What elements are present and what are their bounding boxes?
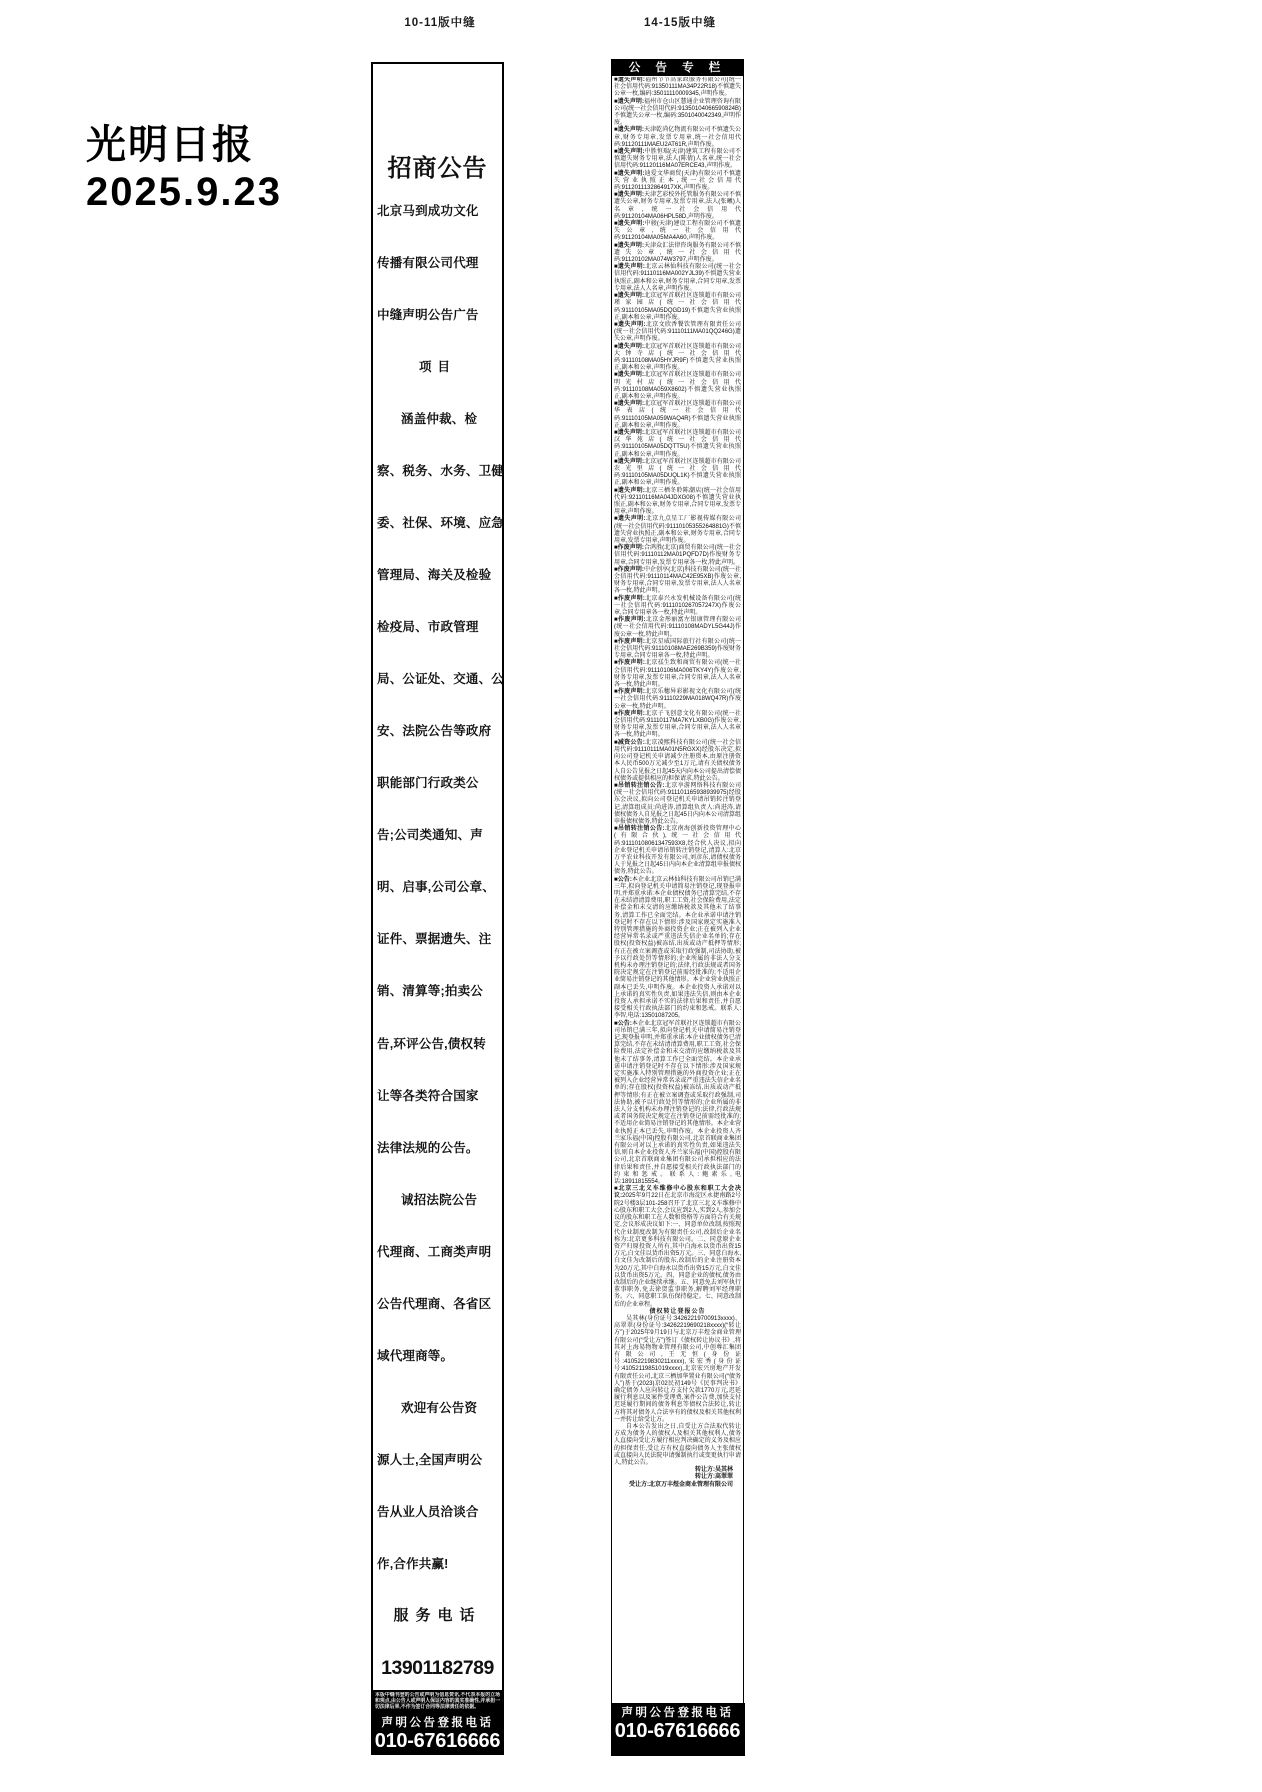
notice-entry: ■遗失声明:北京冠军首联社区连锁超市有限公司汉华苑店(统一社会信用代码:91110105MA05DQTT5U)不慎遗失营业执照正,副本和公章,声明作废。 bbox=[614, 429, 741, 458]
promo-line: 公告代理商、各省区 bbox=[377, 1296, 492, 1311]
notice-entry: ■公告:本企业北京云林仙科技有限公司吊销已满三年,拟向登记机关申请简易注销登记,现登报申明,并郑重承诺:本企业债权债务已清算完结,不存在未结清清算费用,职工工资,社会保险费用,法定补偿金和未交清的应缴纳税款及其他未了结事务,清算工作已全面完结。本企业承诺申请注销登记时不存在以下情形:涉及国家规定实施准入特别管理措施的外商投资企业;正在被列入企业经营异常名录或严重违法失信企业名单的;存在股权(投资权益)被冻结,出质或动产抵押等情形;有正在被立案调查或采取行政强制,司法协助,被予以行政处罚等情形的;企业所属的非法人分支机构未办理注销登记的;法律,行政法规或者国务院决定规定在注销登记前需经批准的;不适用企业简易注销登记的其他情形。本企业营业执照正副本已丢失,申明作废。本企业投资人承诺对以上承诺的真实性负责,如果违法失信,则由本企业投资人承担承诺不实的法律后果和责任,并自愿接受相关行政执法部门的约束和惩戒。联系人:李智,电话:13501087205。 bbox=[614, 876, 741, 1020]
notice-footer bbox=[611, 1703, 745, 1756]
promo-line: 委、社保、环境、应急 bbox=[377, 516, 505, 531]
notice-entry: ■作废声明:北京子飞创意文化有限公司(统一社会信用代码:91110117MA7KYLXB0G)作废公章,财务专用章,发票专用章,合同专用章,法人人名章各一枚,特此声明。 bbox=[614, 710, 741, 739]
promo-line: 销、清算等;拍卖公 bbox=[377, 984, 483, 999]
notice-column bbox=[611, 59, 744, 1755]
notice-entry: ■作废声明:北京乐穗异彩影视文化有限公司(统一社会信用代码:91110229MA018WQ47R)作废公章一枚,特此声明。 bbox=[614, 689, 741, 710]
promo-footer bbox=[371, 1690, 504, 1755]
notice-entry: ■遗失声明:北京三栖冬聆陈潮店(统一社会信用代码:92110116MA04JDXG08)不慎遗失营业执照正,副本和公章,财务专用章,合同专用章,发票专用章,声明作废。 bbox=[614, 487, 741, 516]
promo-lines bbox=[377, 204, 505, 1679]
promo-line: 证件、票据遗失、注 bbox=[377, 932, 492, 947]
promo-line: 中缝声明公告广告 bbox=[377, 308, 479, 323]
notice-entry: ■遗失声明:北京九点星工厂影视传媒有限公司(统一社会信用代码:91110105355264881G)不慎遗失营业执照正,副本和公章,财务专用章,合同专用章,发票专用章,声明作废。 bbox=[614, 516, 741, 544]
promo-line: 职能部门行政类公 bbox=[377, 776, 479, 791]
notice-entry: ■遗失声明:天津众汇法律咨询服务有限公司不慎遗失公章,统一社会信用代码:91120102MA074W3797,声明作废。 bbox=[614, 242, 741, 264]
promo-line: 法律法规的公告。 bbox=[377, 1140, 479, 1155]
promo-line: 局、公证处、交通、公 bbox=[377, 672, 505, 687]
masthead bbox=[86, 122, 282, 216]
promo-column bbox=[371, 62, 504, 1755]
notice-header: 债权转让登报公告 bbox=[649, 1308, 706, 1315]
promo-line: 告,环评公告,债权转 bbox=[377, 1036, 486, 1051]
promo-line: 源人士,全国声明公 bbox=[377, 1452, 483, 1467]
notice-entry: ■遗失声明:北京文欣香餐饮管理有限责任公司(统一社会信用代码:91110111MA01QQ246G)遗失公章,声明作废。 bbox=[614, 321, 741, 343]
promo-line: 检疫局、市政管理 bbox=[377, 620, 479, 635]
notice-entry: ■遗失声明:北京冠军首联社区连锁超市有限公司明光村店(统一社会信用代码:91110108MA059X8602)不慎遗失营业执照正,副本和公章,声明作废。 bbox=[614, 372, 741, 400]
notice-entry: ■遗失声明:天津乾尚亿物流有限公司不慎遗失公章,财务专用章,发票专用章,统一社会信用代码:91120111MAEU2AT61R,声明作废。 bbox=[614, 127, 741, 148]
notice-sign: 转让方:吴其林 bbox=[695, 1467, 733, 1474]
notice-entry: ■遗失声明:北京冠军首联社区连锁超市有限公司大钟寺店(统一社会信用代码:91110108MA05HYJR9F)不慎遗失营业执照正,副本和公章,声明作废。 bbox=[614, 343, 741, 372]
notice-para: 吴其林(身份证号:34262219700913xxxx)、高翠翠(身份证号:34262219690218xxxx)(“转让方”)于2025年9月19日与北京万丰煜金商业管理有限公司(“受让方”)签订《债权转让协议书》,将其对上海易物物业管理有限公司,中创尊汇集团有限公司,王无恒(身份证号:41052219830211xxxx),宋宏秀(身份证号:41052119851019xxxx),北京宏兴房地产开发有限责任公司,北京三栖加华置业有限公司(“债务人”)基于(2023)京02民初149号《民事判决书》确定债务人应向转让方支付欠款1770万元,迟延履行利息以及案件受理费,案件公告费,加快支付迟延履行期间的债务利息等债权合法转让,转让方将其对债务人合法享有的债权及相关其他权利一并转让给受让方。 bbox=[614, 1315, 741, 1423]
notice-entry: ■作废声明:北京泰兴永发机械设备有限公司(统一社会信用代码:9111010267057247X)作废公章,合同专用章各一枚,特此声明。 bbox=[614, 595, 741, 617]
notice-entry: ■遗失声明:北京云林仙科技有限公司(统一社会信用代码:91110116MA002YJL39)不慎遗失营业执照正,副本和公章,财务专用章,合同专用章,发票专用章,法人人名章,声明作废。 bbox=[614, 264, 741, 292]
gutter-label-pages-14-15: 14-15版中缝 bbox=[644, 17, 716, 29]
promo-line: 安、法院公告等政府 bbox=[377, 724, 492, 739]
promo-line: 察、税务、水务、卫健 bbox=[377, 464, 505, 479]
notice-entry: ■遗失声明:中胜恒瑞(天津)建筑工程有限公司不慎遗失财务专用章,法人(陈倩)人名章,统一社会信用代码:91120116MA07ERCE43,声明作废。 bbox=[614, 149, 741, 170]
notice-sign: 转让方:高翠翠 bbox=[695, 1474, 733, 1481]
promo-line: 北京马到成功文化 bbox=[377, 204, 479, 218]
notice-entry: ■遗失声明:中骏(天津)建设工程有限公司不慎遗失公章,统一社会信用代码:91120104MA05MA4A60,声明作废。 bbox=[614, 221, 741, 242]
promo-line: 诚招法院公告 bbox=[401, 1192, 478, 1207]
notice-footer-phone: 010-67616666 bbox=[614, 1719, 741, 1742]
promo-line: 域代理商等。 bbox=[377, 1348, 454, 1363]
notice-entry: ■遗失声明:福州节节高家政服务有限公司(统一社会信用代码:91350111MA34P22R18)不慎遗失公章一枚,编码:35011110009345,声明作废。 bbox=[614, 77, 741, 98]
notice-column-header: 公 告 专 栏 bbox=[612, 60, 743, 76]
promo-line: 告;公司类通知、声 bbox=[377, 828, 483, 843]
promo-line: 13901182789 bbox=[381, 1656, 494, 1679]
notice-entry: ■减资公告:北京凌熙科技有限公司(统一社会信用代码:91110111MA01N5RGXX)经股东决定,拟向公司登记机关申请减少注册资本,由原注册资本人民币500万元减少至1万元,请有关债权债务人自公告见报之日起45天内向本公司提出清偿债权债务或提供相应的担保请求,特此公告。 bbox=[614, 739, 741, 782]
notice-entry: ■遗失声明:天津艺彩校外托管服务有限公司不慎遗失公章,财务专用章,发票专用章,法人(张曦)人名章,统一社会信用代码:91120104MA06HPL58D,声明作废。 bbox=[614, 192, 741, 220]
notice-entry: ■作废声明:北京禚生致和商贸有限公司(统一社会信用代码:91110106MA006TKY4Y)作废公章,财务专用章,发票专用章,合同专用章,法人人名章各一枚,特此声明。 bbox=[614, 660, 741, 689]
promo-line: 欢迎有公告资 bbox=[401, 1400, 478, 1415]
notice-body bbox=[614, 77, 741, 1700]
notice-entry: ■遗失声明:北京冠军首联社区连锁超市有限公司华表店(统一社会信用代码:91110105MA059WAQ4R)不慎遗失营业执照正,副本和公章,声明作废。 bbox=[614, 401, 741, 429]
promo-disclaimer: 本版中缝刊登的公告或声明为信息资讯,不代表本报的立场和观点,由公告人或声明人保证内容的真实准确性,并承担一切法律后果,不作为签订合同等法律责任的依据。 bbox=[375, 1693, 500, 1710]
promo-line: 告从业人员洽谈合 bbox=[377, 1504, 479, 1519]
masthead-date: 2025.9.23 bbox=[86, 170, 282, 214]
gutter-label-pages-10-11: 10-11版中缝 bbox=[404, 17, 476, 29]
promo-line: 代理商、工商类声明 bbox=[377, 1244, 492, 1259]
promo-line: 服务电话 bbox=[393, 1606, 482, 1624]
notice-entry: ■作废声明:北京金彤丽富左银康管理有限公司(统一社会信用代码:91110108MADYL5G44J)作废公章一枚,特此声明。 bbox=[614, 617, 741, 638]
promo-line: 项目 bbox=[418, 360, 456, 375]
notice-para: 自本公告发出之日,自受让方合法取代转让方成为债务人的债权人及相关其他权利人,债务人直接向受让方履行相应判决确定的义务及相应的担保责任,受让方有权直接向债务人主张债权或直接向人民法院申请强制执行或变更执行申请人,特此公告。 bbox=[614, 1423, 741, 1466]
notice-entry: ■遗失声明:北京冠军首联社区连锁超市有限公司农光里店(统一社会信用代码:91110105MA05DUQL1K)不慎遗失营业执照正,副本和公章,声明作废。 bbox=[614, 458, 741, 487]
notice-entry: ■遗失声明:迪爱文华商贸(天津)有限公司不慎遗失营业执照正本,统一社会信用代码:9112011132864917XK,声明作废。 bbox=[614, 170, 741, 192]
notice-entry: ■作废声明:合鸿胜(北京)商贸有限公司(统一社会信用代码:91110112MA01PQFD7D)作废财务专用章,合同专用章,发票专用章各一枚,特此声明。 bbox=[614, 545, 741, 566]
promo-line: 明、启事,公司公章、 bbox=[377, 880, 495, 895]
promo-line: 传播有限公司代理 bbox=[377, 256, 479, 271]
notice-entry: ■公告:本企业北京冠军首联社区连锁超市有限公司吊销已满三年,拟向登记机关申请简易注销登记,现登报申明,并郑重承诺:本企业债权债务已清算完结,不存在未结清清算费用,职工工资,社会保险费用,法定补偿金和未交清的应缴纳税款及其他未了结事务,清算工作已全面完结。本企业承诺申请注销登记时不存在以下情形:涉及国家规定实施准入特别管理措施的外商投资企业;正在被列入企业经营异常名录或严重违法失信企业名单的;存在股权(投资权益)被冻结,出质或动产抵押等情形;有正在被立案调查或采取行政强制,司法协助,被予以行政处罚等情形的;企业所属的非法人分支机构未办理注销登记的;法律,行政法规或者国务院决定规定在注销登记前需经批准的;不适用企业简易注销登记的其他情形。本企业营业执照正本已丢失,申明作废。本企业投资人齐兰家乐福(中国)控股有限公司,北京首联商业集团有限公司对以上承诺的真实性负责,如果违法失信,则自本企业投资人齐兰家乐福(中国)控股有限公司,北京首联商业集团有限公司承担相应的法律后果和责任,并自愿接受相关行政执法部门的约束和惩戒。联系人:鲍素乐,电话:18911815554。 bbox=[614, 1020, 741, 1186]
promo-line: 让等各类符合国家 bbox=[377, 1088, 479, 1103]
masthead-title: 光明日报 bbox=[86, 123, 254, 167]
notice-entry: ■遗失声明:北京冠军首联社区连锁超市有限公司瑾家园店(统一社会信用代码:91110105MA05DQGD19)不慎遗失营业执照正,副本和公章,声明作废。 bbox=[614, 293, 741, 321]
notice-entry: ■吊销转注销公告:北京南海创新投资管理中心(有限合伙),统一社会信用代码:91110108061347593X8,经合伙人决议,拟向企业登记机关申请吊销转注销登记,清算人:北京万平农业科技开发有限公司,刘彦东,请债权债务人于见报之日起45日内向本企业清算组申报债权债务,特此公告。 bbox=[614, 826, 741, 876]
notice-entry: ■北京三北义车维修中心股东和职工大会决议:2025年9月22日在北京市海淀区永捷南路2号院2号楼3层101-258召开了北京三北义车维修中心股东和职工大会,会议应到2人,实到2人,参加会议的股东和职工在人数和资格等方面符合有关规定,会议形成决议如下:一、同意单位改制,按照现代企业制度改制为有限责任公司,改制后企业名称为:北京更多科技有限公司。二、同意原企业资产归原投资人所有,其中白海永以货币出资15万元,白文佳以货币出资5万元。三、同意白海永,白文佳为改制后的股东,改制后的企业注册资本为20万元,其中白海永以货币出资15万元,白文佳以货币出资5万元。四、同意企业的债权,债务由改制后的企业继续承继。五、同意免去刘军执行董事职务,免去徐贺监事职务,解聘刘军经理职务。六、同意职工队伍保持稳定。七、同意改制后的企业章程。 bbox=[614, 1186, 741, 1308]
promo-title: 招商公告 bbox=[387, 155, 488, 182]
promo-line: 涵盖仲裁、检 bbox=[401, 412, 478, 427]
promo-footer-phone: 010-67616666 bbox=[374, 1730, 501, 1752]
notice-footer-label: 声明公告登报电话 bbox=[621, 1706, 734, 1719]
notice-entry: ■作废声明:北京星威国际旅行社有限公司(统一社会信用代码:91110108MAE269B359)作废财务专用章,合同专用章各一枚,特此声明。 bbox=[614, 638, 741, 660]
promo-line: 管理局、海关及检验 bbox=[377, 568, 492, 583]
notice-sign: 受让方:北京万丰煜金商业管理有限公司 bbox=[629, 1481, 733, 1488]
promo-footer-label: 声明公告登报电话 bbox=[381, 1717, 494, 1729]
notice-entry: ■遗失声明:福州市仓山区慧通企业管理咨询有限公司(统一社会信用代码:91350104066590824B)不慎遗失公章一枚,编码:3501040042349,声明作废。 bbox=[614, 98, 741, 127]
promo-line: 作,合作共赢! bbox=[377, 1556, 449, 1571]
notice-entry: ■吊销转注销公告:北京享游网络科技有限公司(统一社会信用代码:911101165938939975)经股东会决议,拟向公司登记机关申请吊销转注销登记,清算组成员:尚进涛,清算组负责人:尚进涛,请债权债务人自见报之日起45日内向本公司清算组申报债权债务,特此公告。 bbox=[614, 782, 741, 825]
notice-entry: ■作废声明:中企创享(北京)科技有限公司(统一社会信用代码:91110114MAC42E95XB)作废公章,财务专用章,合同专用章,发票专用章,法人人名章各一枚,特此声明。 bbox=[614, 566, 741, 595]
